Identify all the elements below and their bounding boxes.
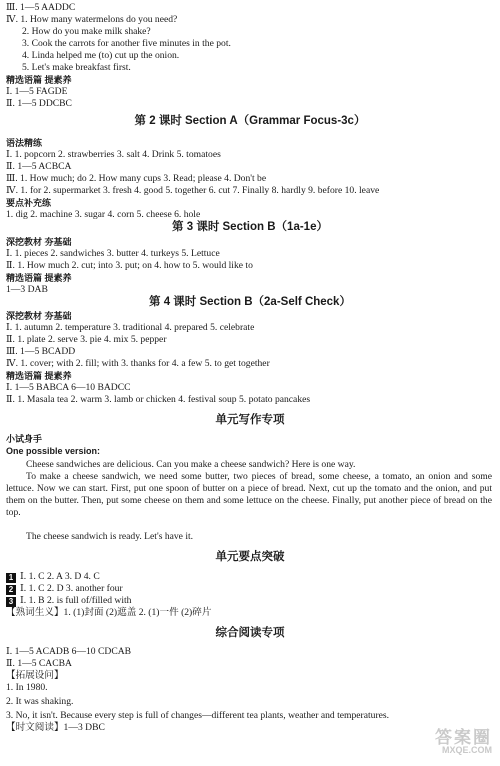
answer-text: Ⅰ. 1. pieces 2. sandwiches 3. butter 4. turkeys 5. Lettuce [6, 248, 220, 259]
answer-text: 1. In 1980. [6, 682, 48, 693]
answer-line [6, 696, 73, 708]
answer-line [6, 710, 389, 722]
answer-line [6, 98, 72, 110]
section-heading: 第 3 课时 Section B（1a-1e） [172, 221, 328, 233]
answer-line [6, 670, 64, 682]
answer-line [6, 571, 100, 583]
number-badge: 1 [6, 573, 16, 583]
answer-line [6, 382, 131, 394]
answer-text: 3. Cook the carrots for another five minutes in the pot. [22, 38, 231, 49]
section-label [6, 197, 51, 209]
answer-text: Ⅰ. 1. popcorn 2. strawberries 3. salt 4. Drink 5. tomatoes [6, 149, 221, 160]
answer-text: 5. Let's make breakfast first. [22, 62, 131, 73]
answer-line [6, 185, 379, 197]
answer-text: Ⅲ. 1—5 AADDC [6, 2, 76, 13]
answer-text: 【拓展设问】 [6, 670, 64, 681]
answer-text: Ⅰ. 1—5 ACADB 6—10 CDCAB [6, 646, 132, 657]
section-label [6, 370, 72, 382]
answer-line [6, 358, 270, 370]
answer-text: Ⅰ. 1. C 2. A 3. D 4. C [20, 571, 100, 582]
answer-text: One possible version: [6, 446, 101, 456]
answer-line [6, 607, 211, 619]
watermark-url: MXQE.COM [441, 745, 492, 755]
answer-line [22, 26, 151, 38]
section-label [6, 433, 42, 445]
answer-text: Ⅱ. 1—5 DDCBC [6, 98, 72, 109]
answer-line [6, 346, 75, 358]
answer-text: 要点补充练 [6, 198, 52, 208]
answer-line [6, 209, 200, 221]
answer-line [6, 394, 310, 406]
answer-line [6, 583, 123, 595]
answer-text: Ⅱ. 1. plate 2. serve 3. pie 4. mix 5. pepper [6, 334, 167, 345]
answer-text: Ⅳ. 1. cover; with 2. fill; with 3. thanks for 4. a few 5. to get together [6, 358, 270, 369]
section-label [6, 310, 72, 322]
answer-line [6, 595, 131, 607]
answer-text: 1—3 DAB [6, 284, 48, 295]
answer-text: Ⅱ. 1. How much 2. cut; into 3. put; on 4. how to 5. would like to [6, 260, 253, 271]
essay-paragraph: To make a cheese sandwich, we need some butter, two pieces of bread, some cheese, a tomato, an onion and some lettuce. Now we can start. First, put one spoon of butter on a piece of bread. Next, cut up the tomato and the onion, and put them on the butter. Then, put some cheese on them and some lettuce on the cheese. Finally, put another piece of bread on the top. [6, 471, 492, 519]
answer-text: 3. No, it isn't. Because every step is full of changes—different tea plants, weather and temperatures. [6, 710, 390, 721]
number-badge: 3 [6, 597, 16, 607]
answer-line [6, 149, 221, 161]
answer-text: 精选语篇 提素养 [6, 371, 72, 381]
answer-line [6, 86, 67, 98]
answer-text: 小试身手 [6, 434, 43, 444]
answer-text: Ⅳ. 1. How many watermelons do you need? [6, 14, 178, 25]
answer-text: 【熟词生义】1. (1)封面 (2)遮盖 2. (1)一件 (2)碎片 [6, 607, 212, 618]
answer-line [22, 62, 131, 74]
section-heading: 单元写作专项 [215, 414, 285, 426]
answer-line [22, 38, 231, 50]
section-label [6, 74, 72, 86]
answer-text: Ⅲ. 1. How much; do 2. How many cups 3. Read; please 4. Don't be [6, 173, 267, 184]
answer-text: 语法精练 [6, 138, 43, 148]
section-label [6, 272, 72, 284]
number-badge: 2 [6, 585, 16, 595]
answer-line [6, 658, 72, 670]
answer-line [6, 322, 254, 334]
answer-line [6, 284, 48, 296]
answer-text: 2. It was shaking. [6, 696, 74, 707]
section-heading: 综合阅读专项 [215, 627, 285, 639]
answer-text: Ⅳ. 1. for 2. supermarket 3. fresh 4. good 5. together 6. cut 7. Finally 8. hardly 9. before 10. leave [6, 185, 380, 196]
answer-text: Ⅰ. 1—5 BABCA 6—10 BADCC [6, 382, 131, 393]
section-heading: 单元要点突破 [215, 551, 285, 563]
answer-line [6, 334, 167, 346]
section-heading: 第 4 课时 Section B（2a-Self Check） [149, 296, 351, 308]
answer-line [6, 173, 266, 185]
answer-text: Ⅲ. 1—5 BCADD [6, 346, 76, 357]
answer-text: 1. dig 2. machine 3. sugar 4. corn 5. cheese 6. hole [6, 209, 201, 220]
answer-text: Ⅰ. 1. autumn 2. temperature 3. traditional 4. prepared 5. celebrate [6, 322, 255, 333]
answer-text: Ⅱ. 1—5 CACBA [6, 658, 72, 669]
answer-line [6, 682, 48, 694]
answer-line [22, 50, 179, 62]
section-heading: 第 2 课时 Section A（Grammar Focus-3c） [134, 115, 366, 127]
answer-text: 深挖教材 夯基础 [6, 311, 72, 321]
answer-text: 深挖教材 夯基础 [6, 237, 72, 247]
section-label [6, 445, 100, 457]
section-label [6, 137, 42, 149]
answer-text: 精选语篇 提素养 [6, 75, 72, 85]
answer-line [6, 14, 177, 26]
section-label [6, 236, 72, 248]
answer-text: 精选语篇 提素养 [6, 273, 72, 283]
answer-line [6, 722, 105, 734]
answer-text: Ⅱ. 1—5 ACBCA [6, 161, 72, 172]
answer-line [6, 248, 220, 260]
answer-text: 4. Linda helped me (to) cut up the onion. [22, 50, 180, 61]
site-watermark [430, 728, 492, 762]
answer-text: 2. How do you make milk shake? [22, 26, 151, 37]
essay-paragraph: Cheese sandwiches are delicious. Can you make a cheese sandwich? Here is one way. [26, 459, 356, 470]
answer-text: Ⅱ. 1. Masala tea 2. warm 3. lamb or chicken 4. festival soup 5. potato pancakes [6, 394, 311, 405]
essay-paragraph: The cheese sandwich is ready. Let's have it. [26, 531, 194, 542]
watermark-logo-text: 答案圈 [435, 728, 492, 747]
answer-line [6, 161, 71, 173]
answer-line [6, 646, 131, 658]
answer-text: 【时文阅读】1—3 DBC [6, 722, 105, 733]
answer-text: Ⅰ. 1. C 2. D 3. another four [20, 583, 123, 594]
answer-text: Ⅰ. 1—5 FAGDE [6, 86, 68, 97]
answer-line [6, 2, 75, 14]
answer-text: Ⅰ. 1. B 2. is full of/filled with [20, 595, 132, 606]
answer-line [6, 260, 253, 272]
